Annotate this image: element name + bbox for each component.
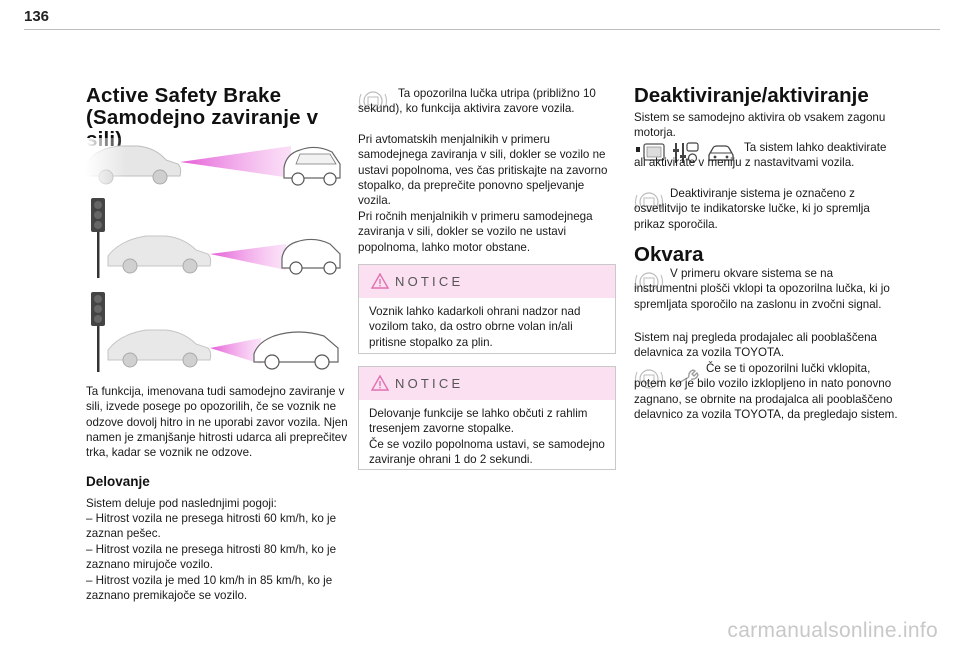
rear-car: [86, 138, 181, 188]
notice-box-braking: [358, 366, 616, 470]
condition-stationary-vehicle: – Hitrost vozila ne presega hitrosti 80 km/h, ko je zaznano mirujoče vozilo.: [86, 543, 337, 572]
warning-triangle-icon: [371, 273, 389, 289]
radar-beam: [210, 244, 286, 270]
illustration-traffic-light-stopped-car: [86, 196, 342, 280]
notice-box-control: [358, 264, 616, 354]
page-number: 136: [24, 8, 50, 25]
deactivation-heading: Deaktiviranje/aktiviranje: [634, 84, 869, 107]
radar-beam: [180, 146, 291, 178]
braking-car: [108, 236, 211, 273]
warning-triangle-icon: [371, 375, 389, 391]
deactivation-text: Sistem se samodejno aktivira ob vsakem zagonu motorja.: [634, 111, 886, 140]
illustration-traffic-light-moving-car: [86, 290, 342, 374]
delovanje-text: Sistem deluje pod naslednjimi pogoji:: [86, 497, 277, 510]
notice-text: [359, 400, 615, 475]
notice-text: Voznik lahko kadarkoli ohrani nadzor nad vozilom tako, da ostro obrne volan in/ali pritisne stopalko za plin.: [369, 305, 581, 349]
section-title: Active Safety Brake (Samodejno zaviranje v: [86, 84, 319, 129]
braking-car: [108, 330, 211, 367]
delovanje-heading: Delovanje: [86, 474, 150, 489]
info-text-manual: Pri ročnih menjalnikih v primeru samodejnega zaviranja v sili, dokler se vozilo ne ustavi popolnoma, lahko motor obstane.: [358, 210, 593, 254]
notice-label: NOTICE: [395, 274, 464, 289]
indicator-text: Deaktiviranje sistema je označeno z osvetlitvijo te indikatorske lučke, ki jo spremlja prikaz sporočila.: [634, 187, 870, 231]
info-text-automatic: Pri avtomatskih menjalnikih v primeru samodejnega zaviranja v sili, dokler se vozilo ne ustavi popolnoma, ves čas pritiskajte na zavorno stopalko, da preprečite ponovno speljevanje vozila.: [358, 133, 608, 208]
notice-header: [359, 367, 615, 400]
malfunction-heading: Okvara: [634, 243, 704, 266]
notice-text-vibration: Delovanje funkcije se lahko občuti z rahlim tresenjem zavorne stopalke.: [369, 407, 588, 436]
header-divider: [24, 29, 940, 30]
watermark: carmanualsonline.info: [727, 619, 938, 642]
notice-text-hold: Če se vozilo popolnoma ustavi, se samodejno zaviranje ohrani 1 do 2 sekundi.: [369, 437, 605, 466]
malfunction-dealer-text: Sistem naj pregleda prodajalec ali pooblaščena delavnica za vozila TOYOTA.: [634, 331, 877, 360]
moving-car: [254, 332, 338, 369]
notice-label: NOTICE: [395, 376, 464, 391]
radar-beam: [210, 338, 261, 364]
menu-text: Ta sistem lahko deaktivirate ali aktivirate v meniju z nastavitvami vozila.: [634, 141, 887, 170]
malfunction-restart-text: Če se ti opozorilni lučki vklopita, potem ko je bilo vozilo izklopljeno in nato ponovno zagnano, se obrnite na prodajalca ali pooblaščeno delavnico za vozila TOYOTA, da pregledajo sistem.: [634, 362, 898, 421]
stopped-car: [282, 239, 340, 274]
malfunction-text: V primeru okvare sistema se na instrumentni plošči vklopi ta opozorilna lučka, ki jo spremljata sporočilo na zaslonu in zvočni signal.: [634, 267, 890, 311]
traffic-light-icon: [91, 292, 105, 372]
condition-moving-vehicle: – Hitrost vozila je med 10 km/h in 85 km/h, ko je zaznano premikajoče se vozilo.: [86, 574, 333, 603]
info-text-flash: Ta opozorilna lučka utripa (približno 10 sekund), ko funkcija aktivira zavore vozila.: [358, 87, 596, 116]
notice-header: [359, 265, 615, 298]
illustration-car-following-car: [86, 138, 342, 188]
traffic-light-icon: [91, 198, 105, 278]
condition-pedestrian: – Hitrost vozila ne presega hitrosti 60 km/h, ko je zaznan pešec.: [86, 512, 337, 541]
intro-paragraph: Ta funkcija, imenovana tudi samodejno zaviranje v sili, izvede posege po opozorilih, če se voznik ne odzove dovolj hitro in ne uporabi zavor vozila. Njen namen je zmanjšanje hitrosti udarca ali preprečitev trka, kadar se voznik ne odzove.: [86, 385, 348, 460]
front-car: [284, 147, 340, 185]
